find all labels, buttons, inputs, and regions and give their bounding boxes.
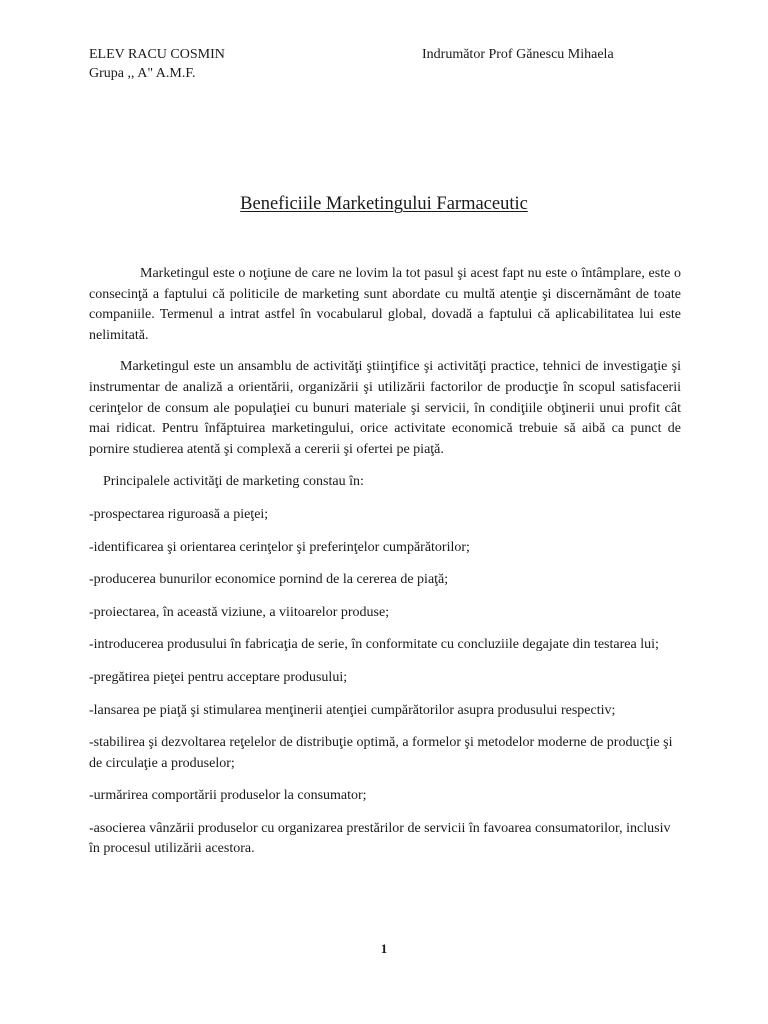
document-title-text: Beneficiile Marketingului Farmaceutic <box>240 194 528 214</box>
list-item: -prospectarea riguroasă a pieţei; <box>89 506 269 522</box>
document-body <box>89 264 681 872</box>
paragraph-activities-lead: Principalele activităţi de marketing constau în: <box>103 474 364 490</box>
list-item: -identificarea şi orientarea cerinţelor şi preferinţelor cumpărătorilor; <box>89 539 470 555</box>
coordinator-name: Indrumător Prof Gănescu Mihaela <box>422 47 614 62</box>
student-name: ELEV RACU COSMIN <box>89 47 225 62</box>
paragraph-intro: Marketingul este o noţiune de care ne lovim la tot pasul şi acest fapt nu este o întâmplare, este o consecinţă a faptului că politicile de marketing sunt abordate cu multă atenţie şi discernământ de toate companiile. Termenul a intrat astfel în vocabularul global, dovadă a faptului că aplicabilitatea lui este nelimitată. <box>89 266 681 343</box>
list-item: -producerea bunurilor economice pornind de la cererea de piaţă; <box>89 572 449 588</box>
document-title <box>0 193 768 215</box>
list-item: -stabilirea şi dezvoltarea reţelelor de distribuţie optimă, a formelor şi metodelor moderne de producţie şi de circulaţie a produselor; <box>89 735 673 771</box>
list-item: -pregătirea pieţei pentru acceptare produsului; <box>89 669 348 685</box>
list-item: -lansarea pe piaţă şi stimularea menţinerii atenţiei cumpărătorilor asupra produsului respectiv; <box>89 702 616 718</box>
list-item: -asocierea vânzării produselor cu organizarea prestărilor de servicii în favoarea consumatorilor, inclusiv în procesul utilizării acestora. <box>89 820 671 857</box>
paragraph-definition: Marketingul este un ansamblu de activităţi ştiinţifice şi activităţi practice, tehnici de investigaţie şi instrumentar de analiză a orientării, organizării şi utilizării factorilor de producţie în scopul satisfacerii cerinţelor de consum ale populaţiei cu bunuri materiale şi servicii, în condiţiile obţinerii unui profit cât mai ridicat. Pentru înfăptuirea marketingului, orice activitate economică trebuie să aibă ca punct de pornire studierea atentă şi complexă a cererii şi ofertei pe piaţă. <box>89 359 681 457</box>
list-item: -proiectarea, în această viziune, a viitoarelor produse; <box>89 604 390 620</box>
list-item: -urmărirea comportării produselor la consumator; <box>89 788 367 804</box>
student-group: Grupa ,, A" A.M.F. <box>89 66 196 81</box>
page-number: 1 <box>380 941 388 956</box>
list-item: -introducerea produsului în fabricaţia de serie, în conformitate cu concluziile degajate din testarea lui; <box>89 637 659 653</box>
